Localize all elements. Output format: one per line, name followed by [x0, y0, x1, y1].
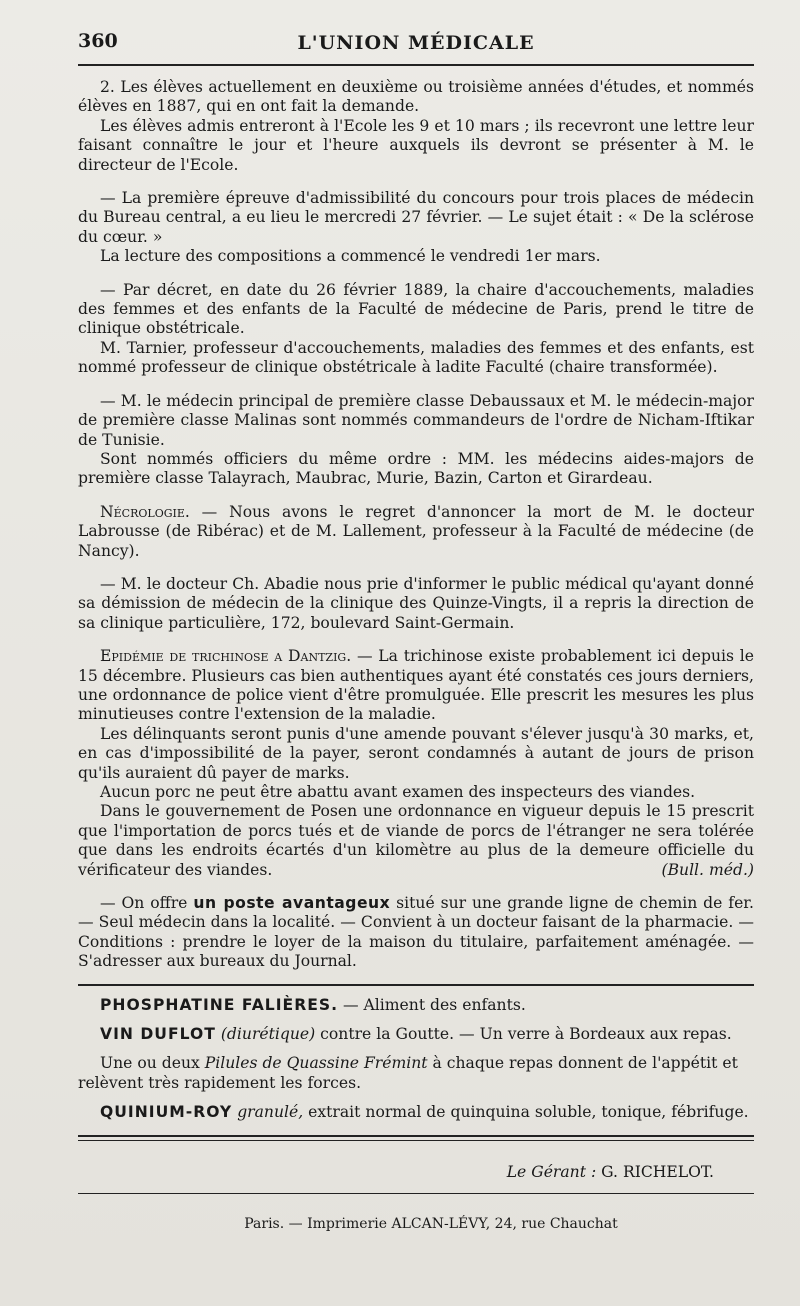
paragraph — [78, 503, 754, 561]
paragraph — [78, 894, 754, 972]
ad-text: à chaque repas donnent de l'appétit et relèvent très rapidement les forces. — [78, 1054, 738, 1092]
paragraph: — M. le médecin principal de première classe Debaussaux et M. le médecin-major de première classe Malinas sont nommés commandeurs de l'ordre de Nicham-Iftikar de Tunisie. — [78, 391, 754, 449]
page-number: 360 — [78, 30, 118, 52]
ad-text: extrait normal de quinquina soluble, tonique, fébrifuge. — [303, 1103, 749, 1122]
highlight-text: un poste avantageux — [193, 894, 391, 913]
paragraph: La lecture des compositions a commencé le vendredi 1er mars. — [100, 247, 601, 266]
paragraph-text: — La trichinose existe probablement ici depuis le 15 décembre. Plusieurs cas bien authentiques ayant été constatés ces jours derniers, une ordonnance de police vient d'être promulguée. Elle prescrit les mesures les plus minutieuses contre l'extension de la maladie. — [78, 647, 754, 724]
paragraph-text: situé sur une grande ligne de chemin de fer. — Seul médecin dans la localité. — Convient à un docteur faisant de la pharmacie. — Conditions : prendre le loyer de la maison du titulaire, parfaitement aménagée. — S'adresser aux bureaux du Journal. — [78, 894, 755, 971]
article-body — [78, 78, 754, 972]
section-label: Epidémie de trichinose a Dantzig. — [100, 647, 352, 666]
paragraph: Les élèves admis entreront à l'Ecole les 9 et 10 mars ; ils recevront une lettre leur faisant connaître le jour et l'heure auxquels ils devront se présenter à M. le directeur de l'Ecole. — [78, 116, 754, 174]
section-label: Nécrologie. — [100, 502, 190, 521]
paragraph — [78, 647, 754, 725]
paragraph-text: — Nous avons le regret d'annoncer la mort de M. le docteur Labrousse (de Ribérac) et de M. Lallement, professeur à la Faculté de médecine (de Nancy). — [78, 502, 754, 560]
header-rule — [78, 64, 754, 66]
paragraph — [78, 802, 754, 880]
page-header — [78, 20, 754, 58]
ad-italic: Pilules de Quassine Frémint — [204, 1054, 428, 1073]
paragraph: — M. le docteur Ch. Abadie nous prie d'informer le public médical qu'ayant donné sa démission de médecin de la clinique des Quinze-Vingts, il a repris la direction de sa clinique particulière, 172, boulevard Saint-Germain. — [78, 574, 754, 632]
ad-text: contre la Goutte. — Un verre à Bordeaux aux repas. — [315, 1025, 732, 1044]
paragraph: — Par décret, en date du 26 février 1889, la chaire d'accouchements, maladies des femmes et des enfants de la Faculté de médecine de Paris, prend le titre de clinique obstétricale. — [78, 280, 754, 338]
paragraph-text: — On offre — [100, 894, 194, 913]
paragraph: 2. Les élèves actuellement en deuxième ou troisième années d'études, et nommés élèves en 1887, qui en ont fait la demande. — [78, 78, 754, 116]
gerant-label: Le Gérant : — [506, 1162, 597, 1181]
source-citation: (Bull. méd.) — [661, 860, 754, 879]
ad-phosphatine — [78, 996, 754, 1015]
printer-imprint: Paris. — Imprimerie ALCAN-LÉVY, 24, rue Chauchat — [244, 1215, 618, 1232]
ad-quinium — [78, 1103, 754, 1122]
paragraph-text: Dans le gouvernement de Posen une ordonnance en vigueur depuis le 15 prescrit que l'importation de porcs tués et de viande de porcs de l'étranger ne sera tolérée que dans les endroits écartés d'un kilomètre au plus de la demeure officielle du vérificateur des viandes. — [78, 802, 754, 879]
advertisements — [78, 996, 754, 1123]
footer-rule — [78, 1135, 754, 1137]
paragraph: Aucun porc ne peut être abattu avant examen des inspecteurs des viandes. — [100, 783, 696, 801]
paragraph: M. Tarnier, professeur d'accouchements, maladies des femmes et des enfants, est nommé professeur de clinique obstétricale à ladite Faculté (chaire transformée). — [78, 338, 754, 377]
ad-italic: (diurétique) — [215, 1025, 316, 1044]
paragraph: Les délinquants seront punis d'une amende pouvant s'élever jusqu'à 30 marks, et, en cas d'impossibilité de la payer, seront condamnés à autant de jours de prison qu'ils auraient dû payer de marks. — [78, 724, 754, 782]
gerant-signature — [78, 1163, 754, 1181]
brand-name: PHOSPHATINE FALIÈRES. — [100, 995, 339, 1014]
ad-italic: granulé, — [232, 1103, 304, 1122]
running-title: L'UNION MÉDICALE — [297, 32, 535, 54]
imprint-rule — [78, 1193, 754, 1194]
paragraph: — La première épreuve d'admissibilité du concours pour trois places de médecin du Bureau central, a eu lieu le mercredi 27 février. — Le sujet était : « De la sclérose du cœur. » — [78, 189, 754, 246]
paragraph: Sont nommés officiers du même ordre : MM. les médecins aides-majors de première classe Talayrach, Maubrac, Murie, Bazin, Carton et Girardeau. — [78, 449, 754, 488]
ad-text: — Aliment des enfants. — [338, 995, 526, 1014]
brand-name: VIN DUFLOT — [100, 1025, 216, 1044]
footer-rule-thin — [78, 1140, 754, 1141]
gerant-name: G. RICHELOT. — [596, 1162, 714, 1181]
ad-quassine — [78, 1054, 754, 1093]
ad-text: Une ou deux — [100, 1054, 205, 1073]
brand-name: QUINIUM-ROY — [100, 1103, 233, 1122]
section-rule — [78, 984, 754, 986]
ad-vin-duflot — [78, 1025, 754, 1044]
